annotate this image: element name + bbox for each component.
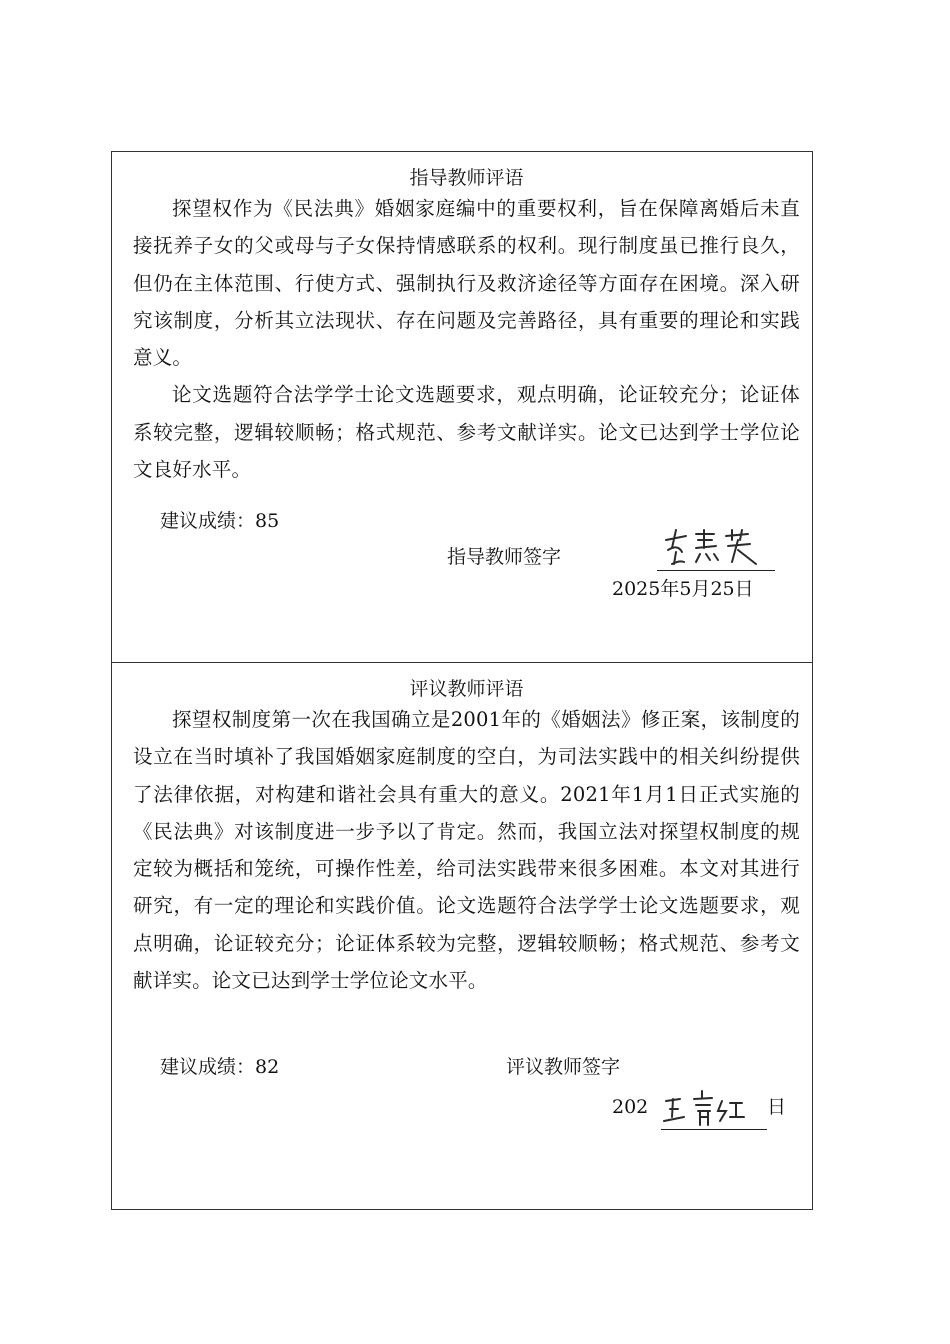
reviewer-comment-cell <box>112 663 812 1209</box>
advisor-signature-icon <box>652 526 772 570</box>
advisor-signature-line <box>657 570 775 571</box>
reviewer-signature-icon <box>658 1087 768 1131</box>
advisor-comment-heading: 指导教师评语 <box>409 167 524 189</box>
reviewer-signature-date-start: 202 <box>612 1096 649 1118</box>
reviewer-signature-date-end: 日 <box>767 1096 787 1118</box>
advisor-signature-label: 指导教师签字 <box>447 546 562 568</box>
evaluation-form-table <box>111 151 813 1210</box>
reviewer-suggested-score: 建议成绩：82 <box>160 1056 280 1078</box>
advisor-comment-cell <box>112 152 812 663</box>
reviewer-comment-heading: 评议教师评语 <box>409 678 524 700</box>
advisor-comment-paragraph-1: 探望权作为《民法典》婚姻家庭编中的重要权利，旨在保障离婚后未直接抚养子女的父或母与子女保持情感联系的权利。现行制度虽已推行良久，但仍在主体范围、行使方式、强制执行及救济途径等方面存在困境。深入研究该制度，分析其立法现状、存在问题及完善路径，具有重要的理论和实践意义。 <box>133 197 800 370</box>
advisor-suggested-score: 建议成绩：85 <box>160 510 280 532</box>
advisor-comment-paragraph-2: 论文选题符合法学学士论文选题要求，观点明确，论证较充分；论证体系较完整，逻辑较顺畅；格式规范、参考文献详实。论文已达到学士学位论文良好水平。 <box>133 383 800 482</box>
advisor-signature-date: 2025年5月25日 <box>612 578 754 600</box>
reviewer-comment-paragraph-1: 探望权制度第一次在我国确立是2001年的《婚姻法》修正案，该制度的设立在当时填补了我国婚姻家庭制度的空白，为司法实践中的相关纠纷提供了法律依据，对构建和谐社会具有重大的意义。2021年1月1日正式实施的《民法典》对该制度进一步予以了肯定。然而，我国立法对探望权制度的规定较为概括和笼统，可操作性差，给司法实践带来很多困难。本文对其进行研究，有一定的理论和实践价值。论文选题符合法学学士论文选题要求，观点明确，论证较充分；论证体系较为完整，逻辑较顺畅；格式规范、参考文献详实。论文已达到学士学位论文水平。 <box>133 708 800 993</box>
reviewer-signature-line <box>661 1129 767 1130</box>
reviewer-signature-label: 评议教师签字 <box>506 1056 621 1078</box>
